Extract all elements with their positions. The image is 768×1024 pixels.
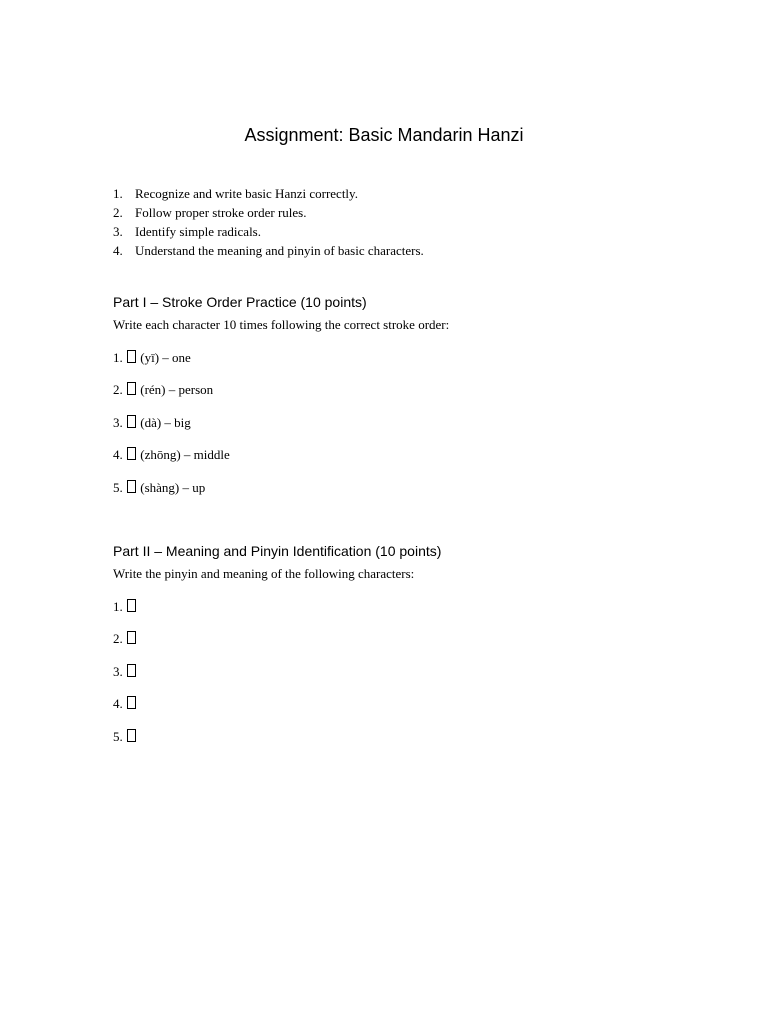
objective-item: 1. Recognize and write basic Hanzi correctly. [113, 186, 358, 201]
practice-item: 4. (zhōng) – middle [113, 447, 230, 463]
objective-text: Identify simple radicals. [135, 224, 261, 239]
missing-glyph-box [127, 599, 136, 612]
objectives-list [113, 184, 424, 260]
identification-item: 1. [113, 598, 137, 630]
part1-items [113, 349, 230, 511]
identification-item: 2. [113, 630, 137, 662]
practice-item: 5. (shàng) – up [113, 479, 206, 495]
practice-item: 2. (rén) – person [113, 382, 214, 398]
part2-heading: Part II – Meaning and Pinyin Identification (10 points) [113, 543, 442, 559]
practice-item: 3. (dà) – big [113, 414, 191, 430]
missing-glyph-box [127, 447, 136, 460]
identification-item: 3. [113, 663, 137, 695]
document-title: Assignment: Basic Mandarin Hanzi [244, 125, 524, 145]
part1-heading: Part I – Stroke Order Practice (10 points) [113, 294, 367, 310]
part2-instructions: Write the pinyin and meaning of the following characters: [113, 566, 415, 581]
part1-instructions: Write each character 10 times following the correct stroke order: [113, 317, 450, 332]
practice-item: 1. (yī) – one [113, 350, 191, 365]
missing-glyph-box [127, 664, 136, 677]
objective-item: 4. Understand the meaning and pinyin of basic characters. [113, 243, 424, 258]
part2-items [113, 598, 137, 760]
objective-text: Recognize and write basic Hanzi correctly. [135, 186, 358, 201]
objective-text: Understand the meaning and pinyin of basic characters. [135, 243, 424, 258]
missing-glyph-box [127, 631, 136, 644]
identification-item: 4. [113, 695, 137, 727]
missing-glyph-box [127, 696, 136, 709]
missing-glyph-box [127, 415, 136, 428]
objective-text: Follow proper stroke order rules. [135, 205, 307, 220]
objective-item: 3. Identify simple radicals. [113, 224, 261, 239]
missing-glyph-box [127, 382, 136, 395]
identification-item: 5. [113, 728, 137, 760]
missing-glyph-box [127, 729, 136, 742]
missing-glyph-box [127, 350, 136, 363]
objective-item: 2. Follow proper stroke order rules. [113, 205, 307, 220]
missing-glyph-box [127, 480, 136, 493]
